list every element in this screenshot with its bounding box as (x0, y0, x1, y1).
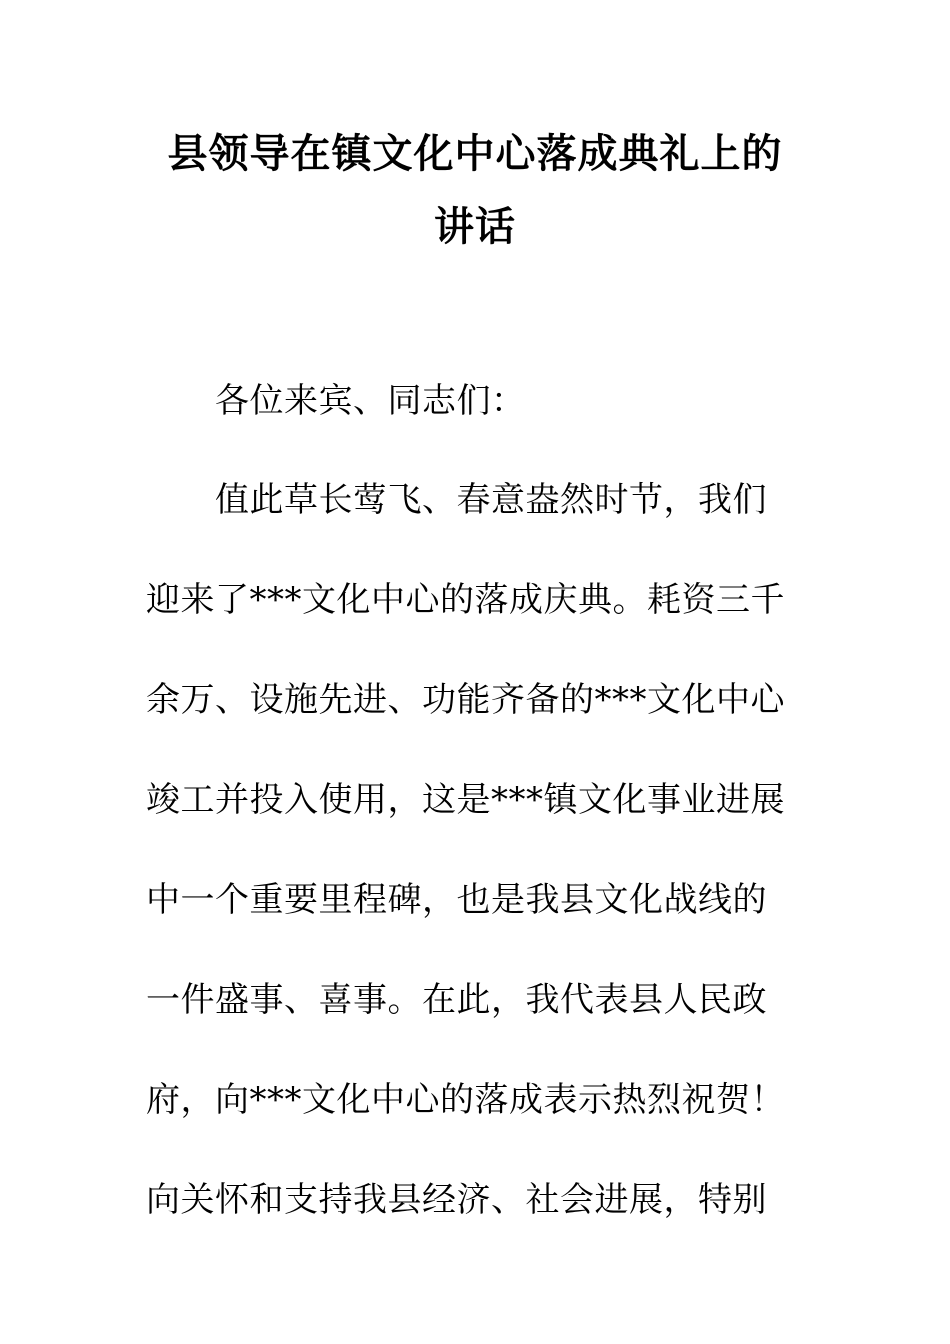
body-line-6: 一件盛事、喜事。在此，我代表县人民政 (146, 980, 767, 1020)
body-line-5: 中一个重要里程碑，也是我县文化战线的 (146, 880, 767, 920)
document-title-line-1: 县领导在镇文化中心落成典礼上的 (167, 131, 783, 177)
body-line-2: 迎来了***文化中心的落成庆典。耗资三千 (146, 580, 785, 620)
body-line-8: 向关怀和支持我县经济、社会进展，特别 (146, 1180, 767, 1220)
body-line-7: 府，向***文化中心的落成表示热烈祝贺！ (146, 1080, 785, 1120)
body-line-3: 余万、设施先进、功能齐备的***文化中心 (146, 680, 785, 720)
document-title-line-2: 讲话 (434, 204, 516, 250)
salutation: 各位来宾、同志们： (215, 381, 526, 421)
body-line-1: 值此草长莺飞、春意盎然时节，我们 (215, 480, 767, 520)
body-line-4: 竣工并投入使用，这是***镇文化事业进展 (146, 780, 785, 820)
